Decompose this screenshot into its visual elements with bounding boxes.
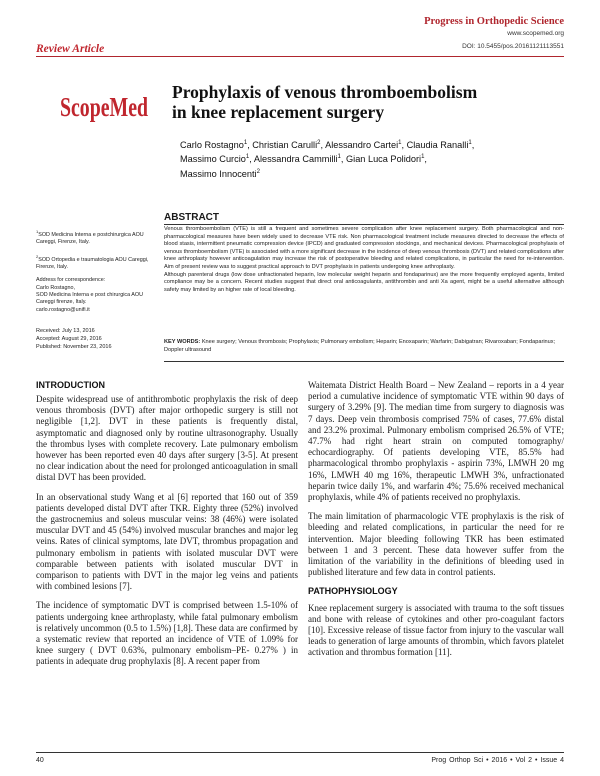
author-affiliation-mark: 1 xyxy=(337,154,341,161)
intro-paragraph-2: In an observational study Wang et al [6] reported that 160 out of 359 patients developed distal DVT after TKR. Eighty three (52%) involved the gastrocnemius and soleus muscular veins: 38 (46%) were isolated muscular DVT and 45 (54%) involved muscular branches and major leg veins. Rates of clinical symptoms, late DVT, thrombus propagation and pulmonary embolism in patients with isolated muscular DVT were comparable between patients with isolated muscular DVT in comparison to patients with DVT in the major leg veins and patients with combined lesions [7]. xyxy=(36,491,298,592)
article-type: Review Article xyxy=(36,43,105,55)
author: Alessandro Cartei xyxy=(325,140,399,151)
intro-paragraph-3: The incidence of symptomatic DVT is comprised between 1.5-10% of patients undergoing knee arthroplasty, while fatal pulmonary embolism is relatively uncommon (0.5 to 1.5%) [1,8]. These data are confirmed by a systematic review that reported an incidence of VTE of 1.09% for knee surgery ( DVT 0.63%, pulmonary embolism–PE- 0.27% ) in patients in adequate drug prophylaxis [8]. A recent paper from xyxy=(36,600,298,667)
correspondence-name: Carlo Rostagno, xyxy=(36,284,75,291)
author-list: Carlo Rostagno$^1$, Christian Carulli$^2$, Alessandro Cartei$^1$, Claudia Ranalli$^1$, Massimo Curcio$^1$, Alessandra Cammilli$^1$, Gian Luca Polidori$^1$, Massimo Innocenti$^2$ xyxy=(180,140,475,179)
footer-separator: • xyxy=(486,757,489,764)
footer-journal: Prog Orthop Sci xyxy=(431,757,484,764)
author: Carlo Rostagno xyxy=(180,140,244,151)
page-number: 40 xyxy=(36,757,44,764)
author: Gian Luca Polidori xyxy=(346,154,422,165)
intro-paragraph-1: Despite widespread use of antithrombotic prophylaxis the risk of deep venous thrombosis (DVT) after major orthopedic surgery is still not negligible [1,2]. DVT in these patients is frequently distal, asymptomatic and diagnosed only by routine ultrasonography. Usually the thrombus lyses with complete recovery. Late pulmonary embolism however has been reported even 40 days after surgery [3-5]. At present no clear indication about the need for prolonged anticoagulation in small distal DVT has been provided. xyxy=(36,394,298,483)
keywords-divider xyxy=(164,361,564,362)
footer-citation xyxy=(431,757,564,764)
author: Alessandra Cammilli xyxy=(253,154,338,165)
author: Massimo Curcio xyxy=(180,154,246,165)
footer-year: 2016 xyxy=(491,757,508,764)
correspondence-heading: Address for correspondence: xyxy=(36,277,106,284)
pathophysiology-paragraph-1: Knee replacement surgery is associated with trauma to the soft tissues and bone with release of cytokines and other pro-coagulant factors [10]. Excessive release of tissue factor from injury to the vascular wall leads to generation of large amounts of thrombin, which favors platelet activation and thrombus formation [11]. xyxy=(308,602,564,658)
title-line-1: Prophylaxis of venous thromboembolism xyxy=(172,82,478,102)
accepted-date: Accepted: August 29, 2016 xyxy=(36,335,102,342)
header-divider xyxy=(36,56,564,57)
author-affiliation-mark: 2 xyxy=(317,140,321,146)
correspondence xyxy=(36,277,158,314)
title-line-2: in knee replacement surgery xyxy=(172,102,385,122)
author: Claudia Ranalli xyxy=(406,140,469,151)
scopemed-logo xyxy=(58,80,150,126)
abstract-heading: ABSTRACT xyxy=(164,212,564,225)
publication-dates xyxy=(36,328,158,351)
left-column xyxy=(36,394,298,676)
journal-name: Progress in Orthopedic Science xyxy=(424,16,564,27)
footer-volume: Vol 2 xyxy=(515,757,533,764)
journal-website[interactable]: www.scopemed.org xyxy=(507,30,564,37)
introduction-heading: INTRODUCTION xyxy=(36,380,105,390)
footer-issue: Issue 4 xyxy=(540,757,564,764)
abstract-paragraph-2: Although parenteral drugs (low dose unfractionated heparin, low molecular weight heparin and fondaparinux) are the more frequently employed agents, limited compliance may be a concern. Recent studies suggest that direct oral anticoagulants, antithrombin and anti Xa agent, might be a useful alternative although safety may limited by an higher rate of local bleeding. xyxy=(164,271,564,293)
abstract-paragraph-1: Venous thromboembolism (VTE) is still a frequent and sometimes severe complication after knee replacement surgery. Both pharmacological and non-pharmacological measures have been widely used to decrease VTE risk. Non pharmacological treatment include measures directed to decrease the effects of blood stasis, intermittent pneumatic compression device (IPCD) and graduated compression stockings, and mechanical devices. Pharmacological prophylaxis of venous thromboembolism (VTE) is associated with a more significant decrease in the incidence of deep venous thrombosis (DVT) and related complications after knee arthroplasty however anticoagulation may increase the risk of postoperative bleeding and related complications, in particular the need for re-intervention. Aim of present review was to suggest practical approach to DVT prophylaxis in patients undergoing knee arthroplasty. xyxy=(164,226,564,270)
published-date: Published: November 23, 2016 xyxy=(36,343,112,350)
received-date: Received: July 13, 2016 xyxy=(36,328,95,334)
author: Massimo Innocenti xyxy=(180,169,257,179)
affiliation-text: SOD Medicina Interna e postchirurgica AOU Careggi, Firenze, Italy. xyxy=(36,231,144,246)
right-paragraph-1: Waitemata District Health Board – New Zealand – reports in a 4 year period a cumulative incidence of symptomatic VTE within 90 days of surgery of 3.29% [9]. The median time from surgery to diagnosis was 7 days. Deep vein thrombosis comprised 75% of cases, 77.6% distal and 23.2% proximal. Pulmonary embolism comprised 26.5% of VTE; 47.7% had right heart strain on computed tomography/ echocardiography. Of patients developing VTE, 85.5% had pharmacological thrombo prophylaxis - aspirin 73%, LMWH 20 mg 16%, LMWH 40 mg 16%, therapeutic LMWH 3%, unfractionated heparin twice daily 1%, and warfarin 4%; 75.6% received mechanical prophylaxis, while 4% of patients received no prophylaxis. xyxy=(308,380,564,503)
keywords xyxy=(164,338,564,355)
keywords-text: Knee surgery; Venous thrombosis; Prophylaxis; Pulmonary embolism; Heparin; Enoxaparin; Warfarin; Dabigatran; Rivaroxaban; Fondaparinux; Doppler ultrasound xyxy=(164,339,556,354)
author-affiliation-mark: 1 xyxy=(243,140,248,146)
article-title xyxy=(172,82,562,122)
author-affiliation-mark: 1 xyxy=(421,154,425,161)
author-affiliation-mark: 1 xyxy=(398,140,402,146)
affiliations xyxy=(36,228,158,320)
author-affiliation-mark: 1 xyxy=(245,154,250,161)
pathophysiology-heading: PATHOPHYSIOLOGY xyxy=(308,586,398,597)
footer-divider xyxy=(36,752,564,753)
footer-separator: • xyxy=(510,757,513,764)
affiliation-mark: 2 xyxy=(36,253,39,259)
affiliation-2 xyxy=(36,253,158,272)
right-column xyxy=(308,380,564,667)
affiliation-mark: 1 xyxy=(36,229,39,234)
author-affiliation-mark: 2 xyxy=(256,168,260,175)
affiliation-text: SOD Ortopedia e traumatologia AOU Careggi, Firenze, Italy. xyxy=(36,256,149,270)
author-affiliation-mark: 1 xyxy=(468,140,472,146)
scopemed-logo-text: ScopeMed xyxy=(60,92,148,122)
doi: DOI: 10.5455/pos.20161121113551 xyxy=(462,43,564,50)
correspondence-email[interactable]: carlo.rostagno@unifi.it xyxy=(36,306,90,313)
keywords-label: KEY WORDS: xyxy=(164,339,201,345)
affiliation-1 xyxy=(36,228,158,247)
author: Christian Carulli xyxy=(252,140,318,151)
footer-separator: • xyxy=(535,757,538,764)
abstract-body xyxy=(164,226,564,294)
correspondence-address: SOD Medicina Interna e post chirurgica AOU Careggi firenze, Italy. xyxy=(36,292,143,306)
right-paragraph-2: The main limitation of pharmacologic VTE prophylaxis is the risk of bleeding and related complications, in particular the need for re intervention. Major bleeding following TKR has been estimated between 1 and 3 percent. These data however suffer from the limitation of the variability in the definitions of bleeding used in published literature and few data in control patients. xyxy=(308,511,564,578)
